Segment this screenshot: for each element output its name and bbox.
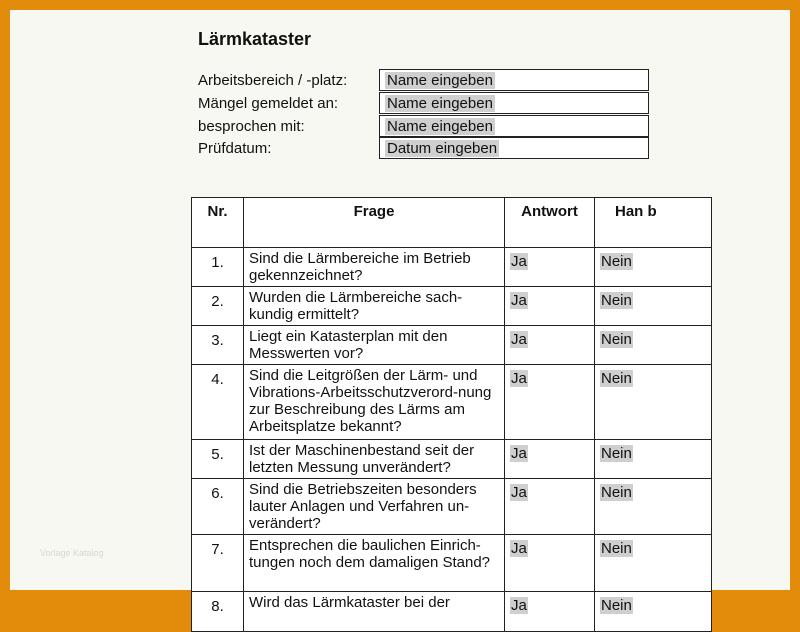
header-antwort: Antwort xyxy=(505,198,595,248)
row-nr: 6. xyxy=(192,479,244,535)
header-handlung: Han b xyxy=(595,198,712,248)
label-maengel: Mängel gemeldet an: xyxy=(198,95,339,112)
table-row xyxy=(192,287,712,326)
row-frage: Wird das Lärmkataster bei der xyxy=(244,592,505,632)
table-row xyxy=(192,479,712,535)
answer-ja[interactable]: Ja xyxy=(505,365,595,440)
row-nr: 4. xyxy=(192,365,244,440)
answer-ja[interactable]: Ja xyxy=(505,592,595,632)
row-frage: Wurden die Lärmbereiche sach-kundig ermittelt? xyxy=(244,287,505,326)
answer-ja[interactable]: Ja xyxy=(505,287,595,326)
table-header-row xyxy=(192,198,712,248)
row-nr: 7. xyxy=(192,535,244,592)
checklist-table xyxy=(191,197,712,632)
table-row xyxy=(192,535,712,592)
answer-nein[interactable]: Nein xyxy=(595,326,712,365)
answer-ja[interactable]: Ja xyxy=(505,479,595,535)
answer-nein[interactable]: Nein xyxy=(595,248,712,287)
table-row xyxy=(192,326,712,365)
answer-nein[interactable]: Nein xyxy=(595,365,712,440)
table-row xyxy=(192,440,712,479)
row-frage: Liegt ein Katasterplan mit den Messwerten vor? xyxy=(244,326,505,365)
table-row xyxy=(192,365,712,440)
label-arbeitsbereich: Arbeitsbereich / -platz: xyxy=(198,72,348,89)
answer-ja[interactable]: Ja xyxy=(505,326,595,365)
row-nr: 3. xyxy=(192,326,244,365)
label-besprochen: besprochen mit: xyxy=(198,118,305,135)
answer-ja[interactable]: Ja xyxy=(505,248,595,287)
row-frage: Entsprechen die baulichen Einrich-tungen noch dem damaligen Stand? xyxy=(244,535,505,592)
pruefdatum-field[interactable]: Datum eingeben xyxy=(379,137,649,159)
checklist-table-wrap xyxy=(191,197,657,615)
label-pruefdatum: Prüfdatum: xyxy=(198,140,272,157)
answer-ja[interactable]: Ja xyxy=(505,440,595,479)
row-frage: Sind die Leitgrößen der Lärm- und Vibrations-Arbeitsschutzverord-nung zur Beschreibung des Lärms am Arbeitsplatze bekannt? xyxy=(244,365,505,440)
answer-ja[interactable]: Ja xyxy=(505,535,595,592)
row-nr: 1. xyxy=(192,248,244,287)
arbeitsbereich-field[interactable]: Name eingeben xyxy=(379,69,649,91)
maengel-field[interactable]: Name eingeben xyxy=(379,92,649,114)
row-frage: Ist der Maschinenbestand seit der letzten Messung unverändert? xyxy=(244,440,505,479)
watermark: Vorlage Katalog xyxy=(40,548,104,558)
answer-nein[interactable]: Nein xyxy=(595,287,712,326)
row-frage: Sind die Betriebszeiten besonders lauter Anlagen und Verfahren un-verändert? xyxy=(244,479,505,535)
header-frage: Frage xyxy=(244,198,505,248)
row-nr: 2. xyxy=(192,287,244,326)
page-title: Lärmkataster xyxy=(198,29,312,49)
answer-nein[interactable]: Nein xyxy=(595,592,712,632)
table-row xyxy=(192,248,712,287)
besprochen-field[interactable]: Name eingeben xyxy=(379,115,649,137)
row-nr: 5. xyxy=(192,440,244,479)
answer-nein[interactable]: Nein xyxy=(595,479,712,535)
document-page xyxy=(10,10,790,615)
answer-nein[interactable]: Nein xyxy=(595,440,712,479)
row-nr: 8. xyxy=(192,592,244,632)
header-nr: Nr. xyxy=(192,198,244,248)
answer-nein[interactable]: Nein xyxy=(595,535,712,592)
table-row xyxy=(192,592,712,632)
row-frage: Sind die Lärmbereiche im Betrieb gekennzeichnet? xyxy=(244,248,505,287)
